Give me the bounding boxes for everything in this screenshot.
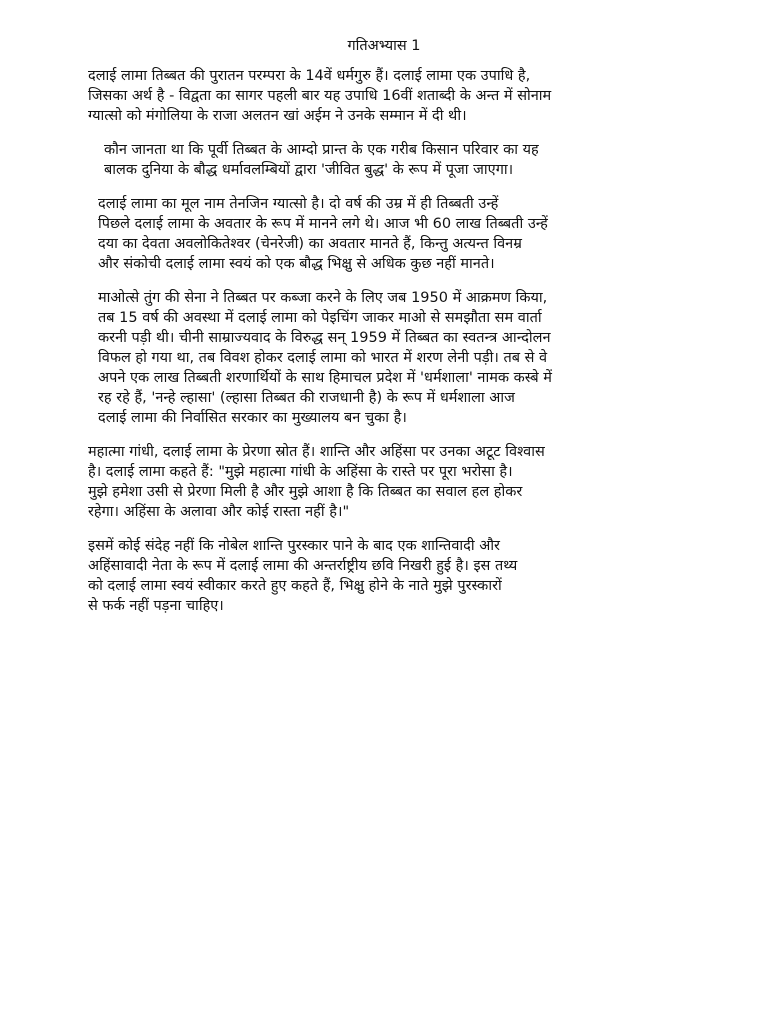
paragraph-line: से फर्क नहीं पड़ना चाहिए। (88, 598, 224, 614)
paragraph (88, 536, 688, 616)
paragraph (88, 288, 688, 428)
paragraph-line: रहेगा। अहिंसा के अलावा और कोई रास्ता नहीं है।" (88, 504, 350, 520)
document-title: गतिअभ्यास 1 (347, 38, 421, 54)
paragraph-line: रह रहे हैं, 'नन्हे ल्हासा' (ल्हासा तिब्बत की राजधानी है) के रूप में धर्मशाला आज (98, 390, 515, 406)
paragraph-line: विफल हो गया था, तब विवश होकर दलाई लामा को भारत में शरण लेनी पड़ी। तब से वे (98, 350, 548, 366)
paragraph (88, 140, 688, 180)
paragraph-line: जिसका अर्थ है - विद्वता का सागर पहली बार यह उपाधि 16वीं शताब्दी के अन्त में सोनाम (88, 88, 552, 104)
paragraph-line: मुझे हमेशा उसी से प्रेरणा मिली है और मुझे आशा है कि तिब्बत का सवाल हल होकर (88, 484, 523, 500)
paragraph-line: अहिंसावादी नेता के रूप में दलाई लामा की अन्तर्राष्ट्रीय छवि निखरी हुई है। इस तथ्य (88, 558, 518, 574)
paragraph-line: है। दलाई लामा कहते हैं: "मुझे महात्मा गांधी के अहिंसा के रास्ते पर पूरा भरोसा है। (88, 464, 513, 480)
paragraph (88, 66, 688, 126)
paragraph-line: दलाई लामा की निर्वासित सरकार का मुख्यालय बन चुका है। (98, 410, 407, 426)
paragraph-line: इसमें कोई संदेह नहीं कि नोबेल शान्ति पुरस्कार पाने के बाद एक शान्तिवादी और (88, 538, 500, 554)
paragraph-line: तब 15 वर्ष की अवस्था में दलाई लामा को पेइचिंग जाकर माओ से समझौता सम वार्ता (98, 310, 542, 326)
paragraph-line: दलाई लामा का मूल नाम तेनजिन ग्यात्सो है। दो वर्ष की उम्र में ही तिब्बती उन्हें (98, 196, 499, 212)
paragraph (88, 194, 688, 274)
paragraph-line: दलाई लामा तिब्बत की पुरातन परम्परा के 14वें धर्मगुरु हैं। दलाई लामा एक उपाधि है, (88, 68, 531, 84)
paragraph-line: को दलाई लामा स्वयं स्वीकार करते हुए कहते हैं, भिक्षु होने के नाते मुझे पुरस्कारों (88, 578, 502, 594)
paragraph-line: और संकोची दलाई लामा स्वयं को एक बौद्ध भिक्षु से अधिक कुछ नहीं मानते। (98, 256, 495, 272)
paragraph-line: पिछले दलाई लामा के अवतार के रूप में मानने लगे थे। आज भी 60 लाख तिब्बती उन्हें (98, 216, 548, 232)
paragraph-line: दया का देवता अवलोकितेश्वर (चेनरेजी) का अवतार मानते हैं, किन्तु अत्यन्त विनम्र (98, 236, 522, 252)
paragraph-line: माओत्से तुंग की सेना ने तिब्बत पर कब्जा करने के लिए जब 1950 में आक्रमण किया, (98, 290, 548, 306)
document-body (88, 66, 688, 630)
paragraph-line: करनी पड़ी थी। चीनी साम्राज्यवाद के विरुद्ध सन् 1959 में तिब्बत का स्वतन्त्र आन्दोलन (98, 330, 551, 346)
paragraph-line: अपने एक लाख तिब्बती शरणार्थियों के साथ हिमाचल प्रदेश में 'धर्मशाला' नामक कस्बे में (98, 370, 552, 386)
paragraph (88, 442, 688, 522)
paragraph-line: ग्यात्सो को मंगोलिया के राजा अलतन खां अईम ने उनके सम्मान में दी थी। (88, 108, 467, 124)
paragraph-line: कौन जानता था कि पूर्वी तिब्बत के आम्दो प्रान्त के एक गरीब किसान परिवार का यह (104, 142, 539, 158)
paragraph-line: महात्मा गांधी, दलाई लामा के प्रेरणा स्रोत हैं। शान्ति और अहिंसा पर उनका अटूट विश्वास (88, 444, 545, 460)
paragraph-line: बालक दुनिया के बौद्ध धर्मावलम्बियों द्वारा 'जीवित बुद्ध' के रूप में पूजा जाएगा। (104, 162, 514, 178)
